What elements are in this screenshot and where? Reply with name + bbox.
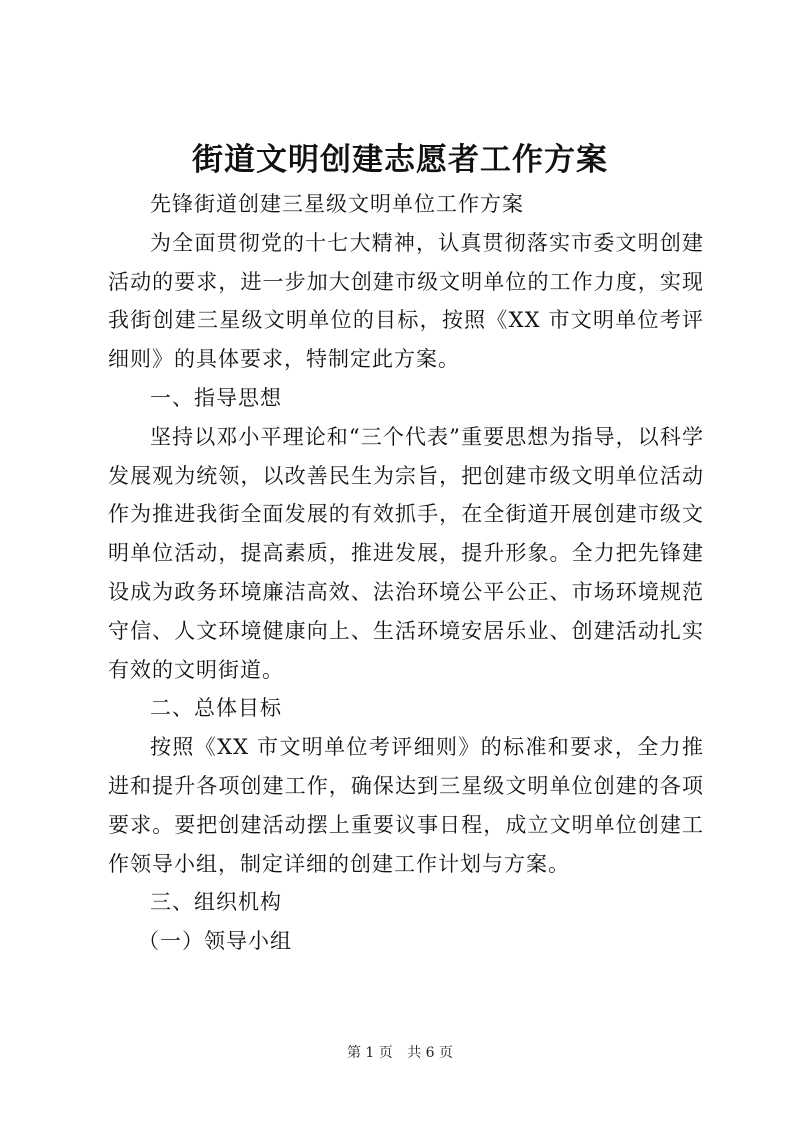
page-footer bbox=[0, 1043, 800, 1063]
page-total: 共 6 页 bbox=[407, 1045, 454, 1061]
subtitle-paragraph: 先锋街道创建三星级文明单位工作方案 bbox=[150, 192, 524, 216]
section-heading-organization: 三、组织机构 bbox=[150, 890, 282, 915]
subsection-heading-leading-group: （一）领导小组 bbox=[138, 929, 292, 954]
page-number: 第 1 页 bbox=[346, 1045, 393, 1061]
section-heading-overall-goal: 二、总体目标 bbox=[150, 696, 282, 721]
section-heading-guiding-ideology: 一、指导思想 bbox=[150, 385, 282, 410]
document-body bbox=[108, 185, 704, 961]
intro-paragraph: 为全面贯彻党的十七大精神，认真贯彻落实市委文明创建活动的要求，进一步加大创建市级文明单位的工作力度，实现我街创建三星级文明单位的目标，按照《XX 市文明单位考评细则》的具体要求，特制定此方案。 bbox=[108, 230, 704, 372]
document-title: 街道文明创建志愿者工作方案 bbox=[192, 142, 608, 178]
overall-goal-paragraph: 按照《XX 市文明单位考评细则》的标准和要求，全力推进和提升各项创建工作，确保达到三星级文明单位创建的各项要求。要把创建活动摆上重要议事日程，成立文明单位创建工作领导小组，制定详细的创建工作计划与方案。 bbox=[108, 735, 704, 876]
guiding-ideology-paragraph: 坚持以邓小平理论和“三个代表”重要思想为指导，以科学发展观为统领，以改善民生为宗旨，把创建市级文明单位活动作为推进我街全面发展的有效抓手，在全街道开展创建市级文明单位活动，提高素质，推进发展，提升形象。全力把先锋建设成为政务环境廉洁高效、法治环境公平公正、市场环境规范守信、人文环境健康向上、生活环境安居乐业、创建活动扎实有效的文明街道。 bbox=[108, 424, 704, 682]
